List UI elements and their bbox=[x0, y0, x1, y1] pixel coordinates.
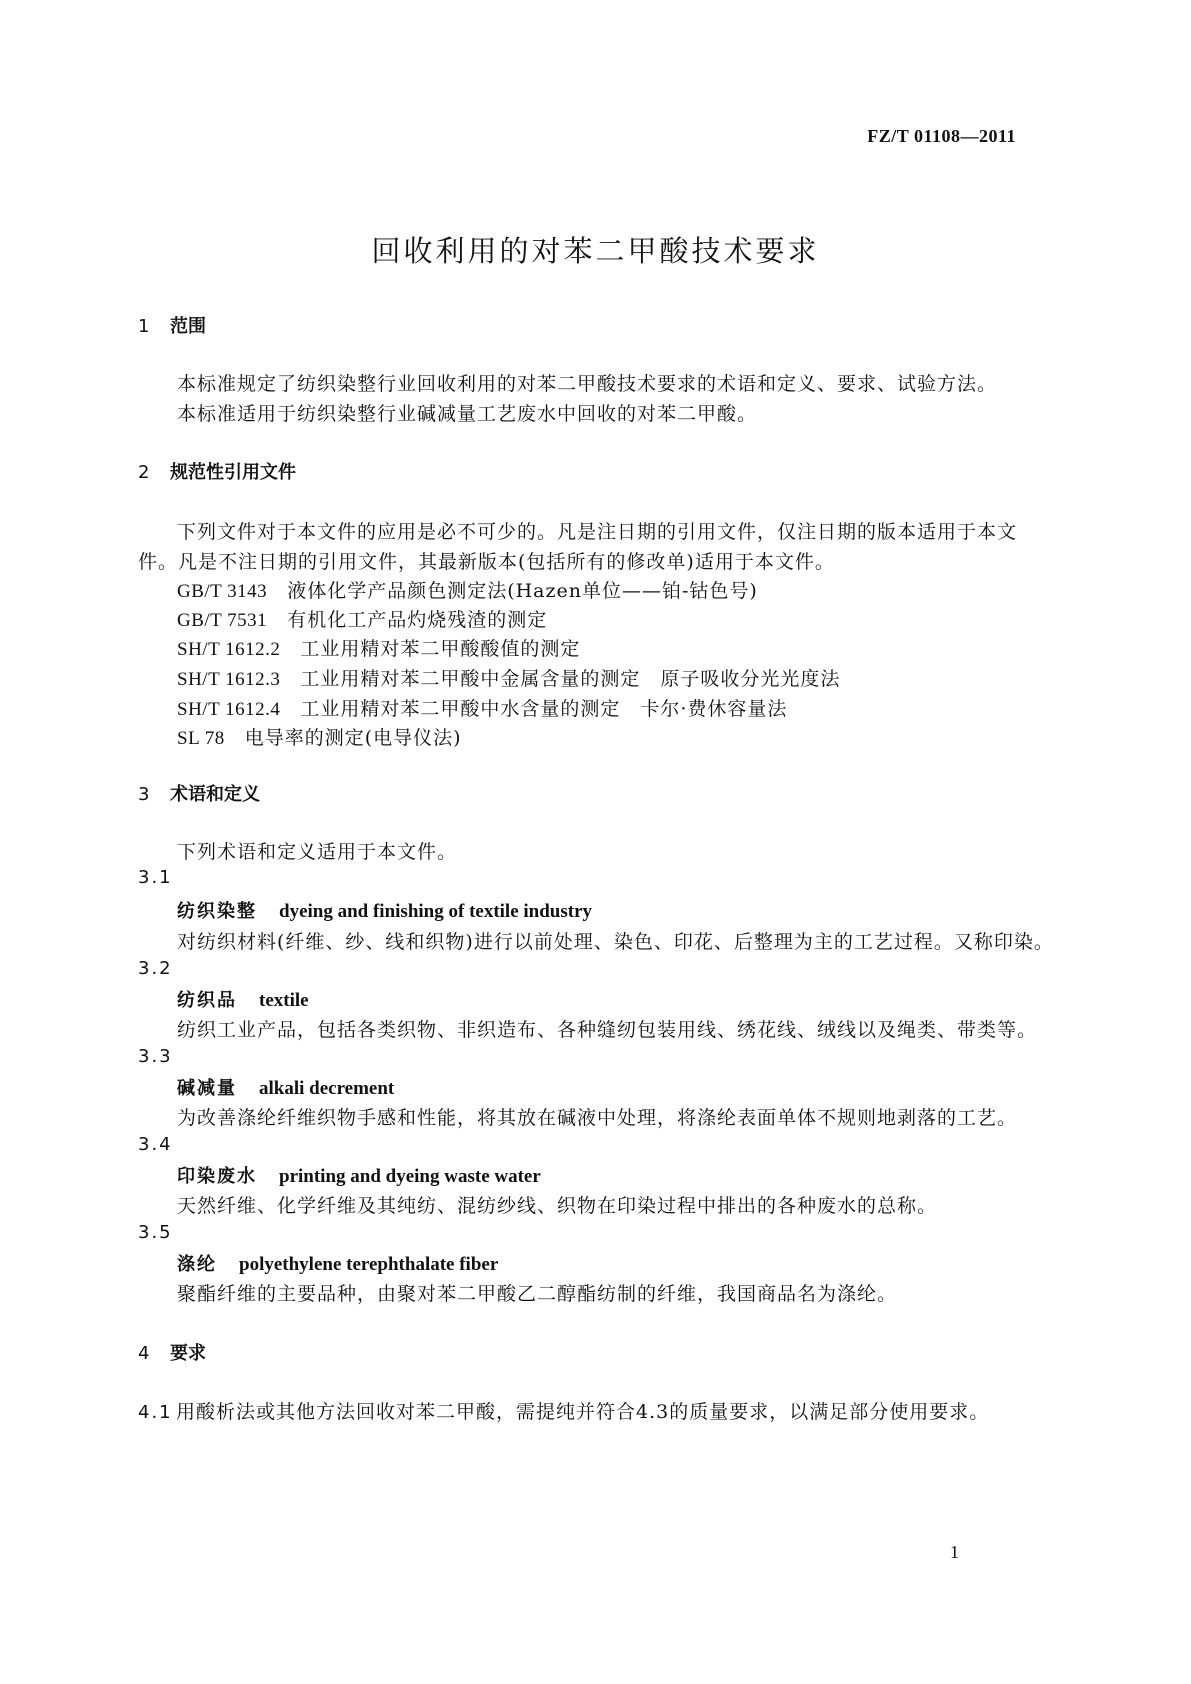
term-english: alkali decrement bbox=[259, 1078, 395, 1099]
section-number: 3 bbox=[138, 784, 150, 805]
reference-item bbox=[177, 634, 580, 661]
clause bbox=[138, 1397, 989, 1424]
reference-item bbox=[177, 605, 547, 632]
section-title: 要求 bbox=[170, 1343, 206, 1364]
term-english: textile bbox=[259, 990, 309, 1011]
paragraph: 下列文件对于本文件的应用是必不可少的。凡是注日期的引用文件，仅注日期的版本适用于本文 bbox=[177, 521, 1018, 543]
section-3-heading bbox=[138, 780, 260, 806]
term-number: 3.1 bbox=[138, 867, 173, 888]
section-4-heading bbox=[138, 1339, 206, 1365]
reference-title: 工业用精对苯二甲酸中金属含量的测定 原子吸收分光光度法 bbox=[300, 668, 841, 690]
term-definition: 纺织工业产品，包括各类织物、非织造布、各种缝纫包装用线、绣花线、绒线以及绳类、带类等。 bbox=[177, 1019, 1038, 1041]
paragraph: 件。凡是不注日期的引用文件，其最新版本(包括所有的修改单)适用于本文件。 bbox=[138, 551, 835, 573]
term-chinese: 印染废水 bbox=[177, 1166, 257, 1187]
term-chinese: 涤纶 bbox=[177, 1254, 217, 1275]
reference-code: GB/T 3143 bbox=[177, 581, 268, 602]
reference-code: SH/T 1612.3 bbox=[177, 669, 281, 690]
term-number: 3.5 bbox=[138, 1222, 173, 1243]
reference-code: GB/T 7531 bbox=[177, 610, 268, 631]
document-title: 回收利用的对苯二甲酸技术要求 bbox=[371, 234, 820, 268]
term-heading bbox=[177, 897, 592, 923]
term-heading bbox=[177, 1074, 394, 1100]
section-number: 2 bbox=[138, 462, 150, 483]
reference-title: 工业用精对苯二甲酸中水含量的测定 卡尔·费休容量法 bbox=[300, 698, 788, 720]
term-definition: 为改善涤纶纤维织物手感和性能，将其放在碱液中处理，将涤纶表面单体不规则地剥落的工艺。 bbox=[177, 1107, 1018, 1129]
term-definition: 天然纤维、化学纤维及其纯纺、混纺纱线、织物在印染过程中排出的各种废水的总称。 bbox=[177, 1195, 938, 1217]
term-english: printing and dyeing waste water bbox=[279, 1166, 541, 1187]
reference-code: SH/T 1612.4 bbox=[177, 699, 281, 720]
section-number: 1 bbox=[138, 316, 150, 337]
section-1-heading bbox=[138, 312, 206, 338]
term-english: polyethylene terephthalate fiber bbox=[239, 1254, 499, 1275]
section-title: 术语和定义 bbox=[170, 784, 260, 805]
reference-item bbox=[177, 664, 840, 691]
reference-title: 液体化学产品颜色测定法(Hazen单位——铂-钴色号) bbox=[287, 580, 758, 602]
reference-title: 电导率的测定(电导仪法) bbox=[244, 727, 462, 749]
term-english: dyeing and finishing of textile industry bbox=[279, 901, 593, 922]
reference-code: SL 78 bbox=[177, 728, 225, 749]
clause-number: 4.1 bbox=[138, 1402, 173, 1423]
term-heading bbox=[177, 1250, 498, 1276]
reference-title: 有机化工产品灼烧残渣的测定 bbox=[287, 609, 548, 631]
term-definition: 对纺织材料(纤维、纱、线和织物)进行以前处理、染色、印花、后整理为主的工艺过程。又称印染。 bbox=[177, 931, 1054, 953]
paragraph: 下列术语和定义适用于本文件。 bbox=[177, 841, 458, 863]
section-title: 规范性引用文件 bbox=[170, 462, 296, 483]
term-heading bbox=[177, 1162, 541, 1188]
term-number: 3.3 bbox=[138, 1046, 173, 1067]
paragraph: 本标准适用于纺织染整行业碱减量工艺废水中回收的对苯二甲酸。 bbox=[177, 403, 758, 425]
section-title: 范围 bbox=[170, 316, 206, 337]
reference-code: SH/T 1612.2 bbox=[177, 639, 281, 660]
section-number: 4 bbox=[138, 1343, 150, 1364]
term-chinese: 碱减量 bbox=[177, 1078, 237, 1099]
section-2-heading bbox=[138, 458, 296, 484]
term-definition: 聚酯纤维的主要品种，由聚对苯二甲酸乙二醇酯纺制的纤维，我国商品名为涤纶。 bbox=[177, 1283, 898, 1305]
reference-item bbox=[177, 694, 787, 721]
term-number: 3.2 bbox=[138, 958, 173, 979]
paragraph: 本标准规定了纺织染整行业回收利用的对苯二甲酸技术要求的术语和定义、要求、试验方法。 bbox=[177, 373, 998, 395]
reference-item bbox=[177, 576, 758, 603]
page-number: 1 bbox=[950, 1542, 959, 1562]
clause-text: 用酸析法或其他方法回收对苯二甲酸，需提纯并符合4.3的质量要求，以满足部分使用要求。 bbox=[176, 1401, 990, 1423]
reference-item bbox=[177, 723, 462, 750]
standard-number: FZ/T 01108—2011 bbox=[867, 126, 1016, 146]
term-number: 3.4 bbox=[138, 1134, 173, 1155]
term-chinese: 纺织染整 bbox=[177, 901, 257, 922]
term-chinese: 纺织品 bbox=[177, 990, 237, 1011]
term-heading bbox=[177, 986, 309, 1012]
reference-title: 工业用精对苯二甲酸酸值的测定 bbox=[300, 638, 581, 660]
